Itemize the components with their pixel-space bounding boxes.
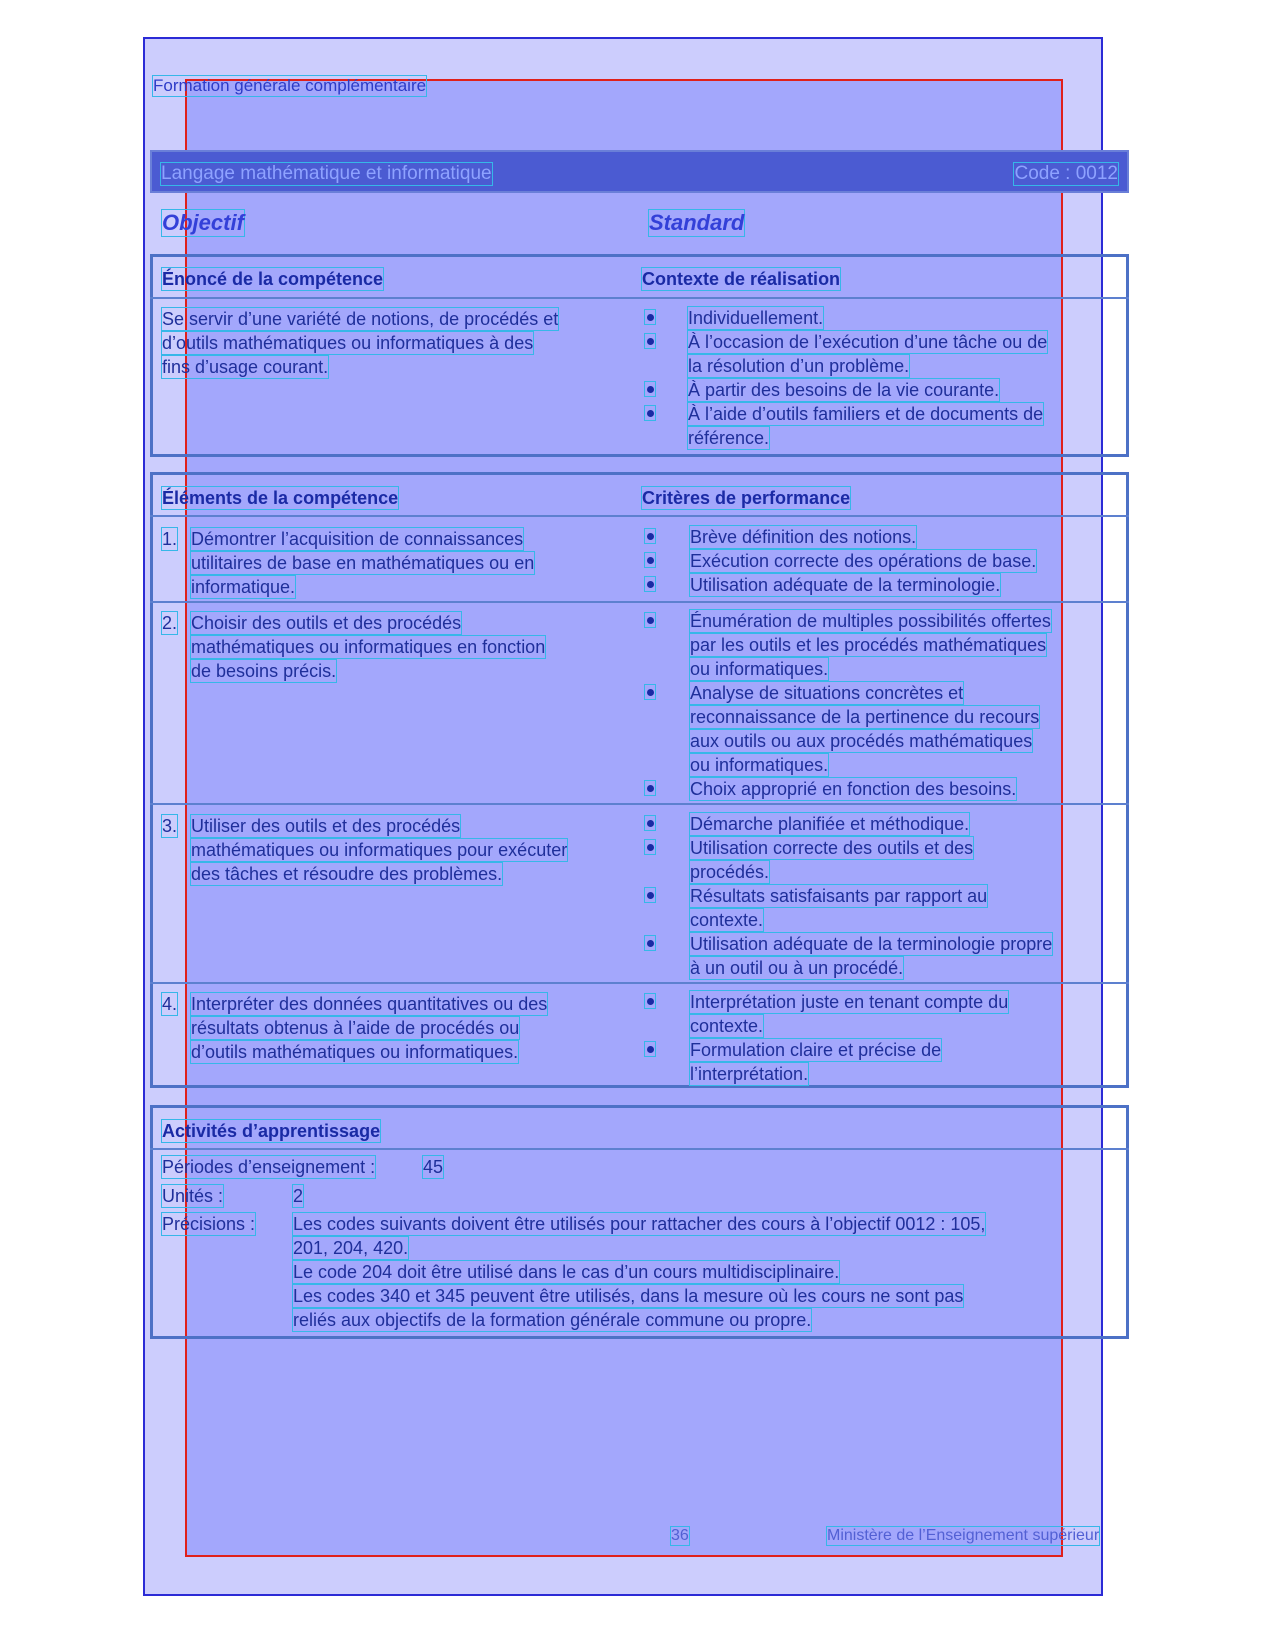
elements-header-right: Critères de performance bbox=[642, 488, 851, 508]
standard-label: Standard bbox=[649, 210, 745, 235]
criterion-line: reconnaissance de la pertinence du recours bbox=[690, 707, 1040, 727]
title-bar bbox=[150, 150, 1129, 193]
criterion-line: Résultats satisfaisants par rapport au bbox=[690, 886, 988, 906]
element-number: 3. bbox=[162, 816, 178, 836]
context-item-line: Individuellement. bbox=[688, 308, 824, 328]
element-number: 4. bbox=[162, 994, 178, 1014]
element-text-line: Utiliser des outils et des procédés bbox=[191, 816, 461, 836]
bullet-icon bbox=[647, 689, 654, 696]
bullet-icon bbox=[647, 1046, 654, 1053]
element-text-line: Démontrer l’acquisition de connaissances bbox=[191, 529, 524, 549]
element-text-line: mathématiques ou informatiques en fonction bbox=[191, 637, 546, 657]
competence-statement-line: fins d’usage courant. bbox=[162, 357, 329, 377]
precision-line: Le code 204 doit être utilisé dans le cas d’un cours multidisciplinaire. bbox=[293, 1262, 840, 1282]
criterion-line: Brève définition des notions. bbox=[690, 527, 917, 547]
row-divider-1 bbox=[150, 601, 1129, 603]
element-text-line: mathématiques ou informatiques pour exécuter bbox=[191, 840, 568, 860]
bullet-icon bbox=[647, 557, 654, 564]
precision-line: Les codes 340 et 345 peuvent être utilisés, dans la mesure où les cours ne sont pas bbox=[293, 1286, 964, 1306]
competence-header-left: Énoncé de la compétence bbox=[162, 269, 384, 289]
page-number: 36 bbox=[671, 1527, 689, 1544]
element-text-line: d’outils mathématiques ou informatiques. bbox=[191, 1042, 519, 1062]
bullet-icon bbox=[647, 940, 654, 947]
criterion-line: Analyse de situations concrètes et bbox=[690, 683, 964, 703]
activities-header: Activités d’apprentissage bbox=[162, 1121, 381, 1141]
objective-code: Code : 0012 bbox=[1014, 163, 1118, 184]
units-label: Unités : bbox=[162, 1186, 224, 1206]
periods-label: Périodes d’enseignement : bbox=[162, 1157, 376, 1177]
elements-divider bbox=[150, 515, 1129, 517]
competence-divider bbox=[150, 297, 1129, 299]
precision-line: reliés aux objectifs de la formation générale commune ou propre. bbox=[293, 1310, 812, 1330]
row-divider-3 bbox=[150, 982, 1129, 984]
bullet-icon bbox=[647, 892, 654, 899]
bullet-icon bbox=[647, 617, 654, 624]
context-item-line: À l’occasion de l’exécution d’une tâche ou de bbox=[688, 332, 1048, 352]
context-item-line: À l’aide d’outils familiers et de documents de bbox=[688, 404, 1044, 424]
criterion-line: Utilisation correcte des outils et des bbox=[690, 838, 974, 858]
footer-ministry: Ministère de l’Enseignement supérieur bbox=[827, 1527, 1100, 1544]
criterion-line: par les outils et les procédés mathématiques bbox=[690, 635, 1047, 655]
bullet-icon bbox=[647, 533, 654, 540]
criterion-line: Choix approprié en fonction des besoins. bbox=[690, 779, 1017, 799]
bullet-icon bbox=[647, 998, 654, 1005]
bullet-icon bbox=[647, 844, 654, 851]
objectif-label: Objectif bbox=[162, 210, 244, 235]
criterion-line: Interprétation juste en tenant compte du bbox=[690, 992, 1009, 1012]
context-item-line: référence. bbox=[688, 428, 770, 448]
page-title: Langage mathématique et informatique bbox=[161, 163, 492, 184]
row-divider-2 bbox=[150, 803, 1129, 805]
context-item-line: la résolution d’un problème. bbox=[688, 356, 910, 376]
element-text-line: des tâches et résoudre des problèmes. bbox=[191, 864, 503, 884]
criterion-line: ou informatiques. bbox=[690, 659, 829, 679]
element-text-line: Choisir des outils et des procédés bbox=[191, 613, 462, 633]
bullet-icon bbox=[647, 338, 654, 345]
element-text-line: utilitaires de base en mathématiques ou en bbox=[191, 553, 535, 573]
competence-statement-line: d’outils mathématiques ou informatiques à des bbox=[162, 333, 534, 353]
element-text-line: résultats obtenus à l’aide de procédés ou bbox=[191, 1018, 520, 1038]
bullet-icon bbox=[647, 820, 654, 827]
section-caption: Formation générale complémentaire bbox=[153, 76, 427, 95]
bullet-icon bbox=[647, 314, 654, 321]
criterion-line: procédés. bbox=[690, 862, 770, 882]
criterion-line: aux outils ou aux procédés mathématiques bbox=[690, 731, 1033, 751]
criterion-line: contexte. bbox=[690, 1016, 764, 1036]
element-text-line: Interpréter des données quantitatives ou des bbox=[191, 994, 548, 1014]
criterion-line: à un outil ou à un procédé. bbox=[690, 958, 904, 978]
elements-header-left: Éléments de la compétence bbox=[162, 488, 399, 508]
periods-value: 45 bbox=[423, 1157, 444, 1177]
criterion-line: ou informatiques. bbox=[690, 755, 829, 775]
bullet-icon bbox=[647, 581, 654, 588]
criterion-line: Exécution correcte des opérations de base. bbox=[690, 551, 1037, 571]
element-number: 1. bbox=[162, 529, 178, 549]
precision-line: Les codes suivants doivent être utilisés pour rattacher des cours à l’objectif 0012 : 105, bbox=[293, 1214, 986, 1234]
criterion-line: Formulation claire et précise de bbox=[690, 1040, 942, 1060]
criterion-line: contexte. bbox=[690, 910, 764, 930]
criterion-line: Utilisation adéquate de la terminologie propre bbox=[690, 934, 1053, 954]
element-text-line: informatique. bbox=[191, 577, 296, 597]
element-number: 2. bbox=[162, 613, 178, 633]
criterion-line: Énumération de multiples possibilités offertes bbox=[690, 611, 1051, 631]
criterion-line: l’interprétation. bbox=[690, 1064, 809, 1084]
bullet-icon bbox=[647, 386, 654, 393]
activities-divider bbox=[150, 1148, 1129, 1150]
criterion-line: Utilisation adéquate de la terminologie. bbox=[690, 575, 1001, 595]
precisions-label: Précisions : bbox=[162, 1214, 256, 1234]
units-value: 2 bbox=[293, 1186, 304, 1206]
competence-statement-line: Se servir d’une variété de notions, de procédés et bbox=[162, 309, 559, 329]
precision-line: 201, 204, 420. bbox=[293, 1238, 409, 1258]
criterion-line: Démarche planifiée et méthodique. bbox=[690, 814, 970, 834]
competence-header-right: Contexte de réalisation bbox=[642, 269, 841, 289]
element-text-line: de besoins précis. bbox=[191, 661, 337, 681]
bullet-icon bbox=[647, 785, 654, 792]
context-item-line: À partir des besoins de la vie courante. bbox=[688, 380, 1000, 400]
bullet-icon bbox=[647, 410, 654, 417]
